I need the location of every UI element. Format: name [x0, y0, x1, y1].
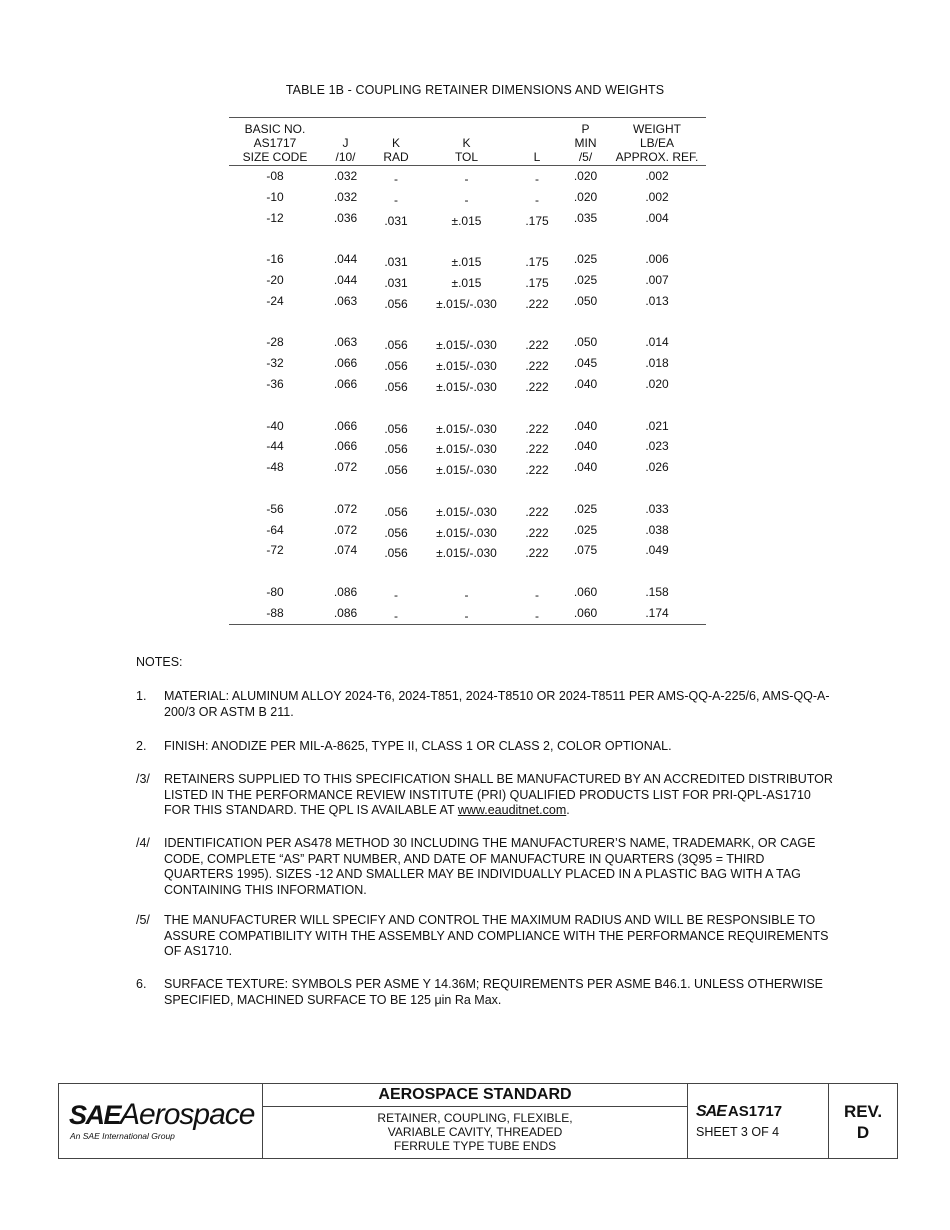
header-text: RAD — [383, 150, 409, 164]
table-row — [229, 499, 706, 520]
cell-k-rad: - — [394, 608, 398, 623]
note-item — [136, 689, 836, 720]
header-text: P — [581, 122, 590, 136]
table-row — [229, 353, 706, 374]
cell-j: .074 — [333, 543, 358, 558]
cell-j: .044 — [333, 272, 358, 287]
cell-p: .020 — [573, 169, 598, 183]
note-text-body: RETAINERS SUPPLIED TO THIS SPECIFICATION SHALL BE MANUFACTURED BY AN ACCREDITED DISTRIBUTOR LISTED IN THE PERFORMANCE REVIEW INSTITUTE (PRI) QUALIFIED PRODUCTS LIST FOR PRI-QPL-AS1710 FOR THIS STANDARD. THE QPL IS AVAILABLE AT — [164, 772, 833, 817]
cell-l: .222 — [525, 463, 549, 478]
note-text — [164, 772, 836, 819]
cell-k-rad: .056 — [384, 338, 408, 353]
note-text: IDENTIFICATION PER AS478 METHOD 30 INCLUDING THE MANUFACTURER’S NAME, TRADEMARK, OR CAGE CODE, COMPLETE “AS” PART NUMBER, AND DATE OF MANUFACTURE IN QUARTERS (3Q95 = THIRD QUARTERS 1995). SIZES -12 AND SMALLER MAY BE INDIVIDUALLY PLACED IN A PLASTIC BAG WITH A TAG CONTAINING THIS INFORMATION. — [164, 836, 816, 897]
table-row — [229, 187, 706, 208]
note-item — [136, 977, 836, 1008]
cell-p: .025 — [573, 501, 598, 516]
cell-p: .025 — [573, 522, 598, 537]
cell-k-tol: - — [464, 172, 469, 186]
cell-k-rad: .056 — [384, 421, 408, 436]
sae-mini-logo: SAE — [696, 1103, 726, 1120]
note-number: 1. — [136, 689, 147, 703]
cell-k-rad: .056 — [384, 359, 408, 374]
cell-weight: .013 — [645, 293, 669, 308]
note-number: /5/ — [136, 913, 150, 927]
cell-p: .035 — [573, 210, 598, 225]
cell-j: .072 — [333, 501, 358, 516]
cell-weight: .002 — [645, 189, 669, 204]
cell-k-tol: ±.015/-.030 — [436, 359, 497, 374]
header-text: TOL — [454, 150, 479, 164]
header-text: J — [342, 136, 349, 150]
cell-p: .040 — [573, 376, 598, 391]
cell-size: -80 — [266, 584, 284, 599]
cell-size: -20 — [266, 272, 284, 287]
cell-k-tol: ±.015/-.030 — [436, 525, 497, 540]
revision-label: REV. — [843, 1102, 883, 1121]
table-row — [229, 291, 706, 312]
cell-j: .032 — [333, 169, 358, 183]
logo-subtitle: An SAE International Group — [70, 1131, 175, 1141]
logo-wordmark — [69, 1100, 254, 1130]
note-text: FINISH: ANODIZE PER MIL-A-8625, TYPE II, CLASS 1 OR CLASS 2, COLOR OPTIONAL. — [164, 739, 672, 753]
cell-p: .045 — [573, 356, 598, 371]
cell-k-tol: ±.015/-.030 — [436, 504, 497, 519]
note-number: 2. — [136, 739, 147, 753]
cell-size: -28 — [266, 335, 284, 350]
cell-size: -08 — [266, 169, 284, 183]
cell-k-tol: ±.015/-.030 — [436, 379, 497, 394]
header-text: K — [462, 136, 471, 150]
table-row — [229, 436, 706, 457]
sae-aerospace-logo — [59, 1084, 263, 1158]
cell-weight: .004 — [645, 210, 669, 225]
cell-j: .086 — [333, 584, 358, 599]
standard-heading: AEROSPACE STANDARD — [263, 1084, 687, 1107]
cell-l: .222 — [525, 359, 549, 374]
cell-size: -72 — [266, 543, 284, 558]
cell-weight: .158 — [645, 584, 669, 599]
header-text: K — [391, 136, 400, 150]
cell-k-rad: .056 — [384, 463, 408, 478]
cell-p: .060 — [573, 584, 598, 599]
cell-k-tol: ±.015/-.030 — [436, 338, 497, 353]
cell-l: - — [535, 608, 539, 623]
cell-k-tol: ±.015/-.030 — [436, 296, 497, 311]
cell-size: -36 — [266, 376, 284, 391]
header-k-rad — [370, 118, 422, 165]
revision-value: D — [856, 1123, 870, 1142]
cell-k-tol: ±.015/-.030 — [436, 442, 497, 457]
table-row — [229, 582, 706, 603]
cell-p: .050 — [573, 335, 598, 350]
cell-l: .175 — [525, 213, 549, 228]
cell-j: .063 — [333, 293, 358, 308]
note-text: THE MANUFACTURER WILL SPECIFY AND CONTROL THE MAXIMUM RADIUS AND WILL BE RESPONSIBLE TO ASSURE COMPATIBILITY WITH THE ASSEMBLY AND COMPLIANCE WITH THE PERFORMANCE REQUIREMENTS OF AS1710. — [164, 913, 829, 958]
cell-p: .050 — [573, 293, 598, 308]
note-item — [136, 772, 836, 819]
description-line: RETAINER, COUPLING, FLEXIBLE, — [377, 1111, 573, 1125]
cell-l: .222 — [525, 338, 549, 353]
cell-k-rad: - — [394, 192, 398, 207]
cell-p: .025 — [573, 272, 598, 287]
cell-k-tol: - — [464, 608, 469, 623]
cell-weight: .007 — [645, 272, 669, 287]
cell-size: -16 — [266, 252, 284, 267]
logo-aerospace-text: Aerospace — [120, 1098, 255, 1131]
cell-k-tol: ±.015 — [451, 213, 482, 228]
qpl-link[interactable]: www.eauditnet.com — [457, 803, 567, 817]
cell-p: .020 — [573, 189, 598, 204]
cell-k-tol: - — [464, 192, 469, 207]
cell-j: .032 — [333, 189, 358, 204]
cell-l: - — [535, 172, 539, 186]
title-block — [58, 1083, 898, 1159]
cell-j: .072 — [333, 522, 358, 537]
cell-weight: .018 — [645, 356, 669, 371]
cell-k-rad: .031 — [384, 213, 408, 228]
cell-weight: .033 — [645, 501, 669, 516]
note-number: 6. — [136, 977, 147, 991]
note-text-suffix: . — [566, 803, 570, 817]
cell-l: .222 — [525, 525, 549, 540]
header-text: L — [533, 150, 541, 164]
cell-weight: .049 — [645, 543, 669, 558]
cell-k-tol: ±.015/-.030 — [436, 463, 497, 478]
cell-k-rad: .031 — [384, 275, 408, 290]
cell-weight: .023 — [645, 439, 669, 454]
cell-size: -10 — [266, 189, 284, 204]
header-text: LB/EA — [639, 136, 675, 150]
cell-j: .036 — [333, 210, 358, 225]
table-header-row — [229, 118, 706, 166]
cell-j: .066 — [333, 439, 358, 454]
note-number: /4/ — [136, 836, 150, 850]
note-item — [136, 913, 836, 960]
cell-k-rad: .056 — [384, 296, 408, 311]
cell-l: .222 — [525, 504, 549, 519]
cell-j: .066 — [333, 418, 358, 433]
revision-cell — [829, 1084, 897, 1158]
header-p-min — [563, 118, 608, 165]
cell-weight: .020 — [645, 376, 669, 391]
cell-size: -88 — [266, 605, 284, 620]
cell-size: -48 — [266, 460, 284, 475]
cell-p: .040 — [573, 418, 598, 433]
note-item — [136, 836, 836, 898]
table-row — [229, 270, 706, 291]
cell-j: .044 — [333, 252, 358, 267]
cell-k-rad: - — [394, 172, 398, 186]
cell-weight: .002 — [645, 169, 669, 183]
table-row — [229, 457, 706, 478]
cell-l: .222 — [525, 546, 549, 561]
cell-size: -44 — [266, 439, 284, 454]
cell-size: -32 — [266, 356, 284, 371]
logo-sae-text: SAE — [69, 1100, 121, 1130]
cell-weight: .174 — [645, 605, 669, 620]
table-row — [229, 540, 706, 561]
header-text: /5/ — [578, 150, 593, 164]
header-weight — [608, 118, 706, 165]
cell-k-rad: .056 — [384, 504, 408, 519]
cell-j: .072 — [333, 460, 358, 475]
cell-p: .060 — [573, 605, 598, 620]
note-text: SURFACE TEXTURE: SYMBOLS PER ASME Y 14.36M; REQUIREMENTS PER ASME B46.1. UNLESS OTHERWISE SPECIFIED, MACHINED SURFACE TO BE 125 μin Ra Max. — [164, 977, 823, 1007]
table-row — [229, 374, 706, 395]
header-text: /10/ — [335, 150, 356, 164]
cell-j: .086 — [333, 605, 358, 620]
cell-k-rad: .056 — [384, 525, 408, 540]
document-number-cell — [688, 1084, 829, 1158]
cell-size: -24 — [266, 293, 284, 308]
header-text: BASIC NO. — [244, 122, 306, 136]
cell-k-rad: .056 — [384, 546, 408, 561]
cell-k-rad: .056 — [384, 379, 408, 394]
cell-j: .066 — [333, 356, 358, 371]
table-row — [229, 416, 706, 437]
cell-k-tol: ±.015/-.030 — [436, 546, 497, 561]
note-text: MATERIAL: ALUMINUM ALLOY 2024-T6, 2024-T851, 2024-T8510 OR 2024-T8511 PER AMS-QQ-A-225/6, AMS-QQ-A-200/3 OR ASTM B 211. — [164, 689, 830, 719]
header-size-code — [229, 118, 321, 165]
note-number: /3/ — [136, 772, 150, 786]
table-row — [229, 332, 706, 353]
cell-k-rad: .031 — [384, 255, 408, 270]
cell-j: .066 — [333, 376, 358, 391]
header-j — [321, 118, 370, 165]
cell-l: - — [535, 587, 539, 602]
cell-size: -64 — [266, 522, 284, 537]
header-text: WEIGHT — [633, 122, 681, 136]
table-title: TABLE 1B - COUPLING RETAINER DIMENSIONS AND WEIGHTS — [285, 83, 665, 97]
cell-p: .040 — [573, 439, 598, 454]
description-line: VARIABLE CAVITY, THREADED — [387, 1125, 563, 1139]
table-row — [229, 603, 706, 624]
cell-l: .175 — [525, 255, 549, 270]
table-row — [229, 520, 706, 541]
cell-size: -12 — [266, 210, 284, 225]
header-text: MIN — [574, 136, 597, 150]
header-k-tol — [422, 118, 511, 165]
document-number-text: AS1717 — [727, 1103, 783, 1120]
table-row — [229, 166, 706, 187]
document-title-cell — [263, 1084, 688, 1158]
cell-p: .025 — [573, 252, 598, 267]
cell-size: -56 — [266, 501, 284, 516]
cell-weight: .026 — [645, 460, 669, 475]
cell-l: .175 — [525, 275, 549, 290]
cell-k-tol: ±.015 — [451, 255, 482, 270]
note-item — [136, 739, 836, 755]
cell-j: .063 — [333, 335, 358, 350]
header-l — [511, 118, 563, 165]
description-line: FERRULE TYPE TUBE ENDS — [393, 1139, 557, 1153]
cell-p: .040 — [573, 460, 598, 475]
cell-size: -40 — [266, 418, 284, 433]
cell-weight: .038 — [645, 522, 669, 537]
cell-k-tol: ±.015/-.030 — [436, 421, 497, 436]
cell-k-rad: - — [394, 587, 398, 602]
cell-l: .222 — [525, 379, 549, 394]
cell-l: .222 — [525, 296, 549, 311]
cell-k-rad: .056 — [384, 442, 408, 457]
cell-l: .222 — [525, 421, 549, 436]
dimensions-table — [229, 117, 706, 625]
cell-l: .222 — [525, 442, 549, 457]
notes-title: NOTES: — [136, 655, 183, 669]
header-text: AS1717 — [253, 136, 297, 150]
cell-weight: .021 — [645, 418, 669, 433]
cell-weight: .014 — [645, 335, 669, 350]
sheet-number: SHEET 3 OF 4 — [696, 1125, 780, 1139]
cell-weight: .006 — [645, 252, 669, 267]
table-row — [229, 208, 706, 229]
table-row — [229, 249, 706, 270]
cell-k-tol: - — [464, 587, 469, 602]
document-number — [696, 1103, 782, 1121]
header-text: SIZE CODE — [242, 150, 308, 164]
cell-k-tol: ±.015 — [451, 275, 482, 290]
cell-l: - — [535, 192, 539, 207]
cell-p: .075 — [573, 543, 598, 558]
document-description — [263, 1107, 687, 1153]
header-text: APPROX. REF. — [615, 150, 699, 164]
